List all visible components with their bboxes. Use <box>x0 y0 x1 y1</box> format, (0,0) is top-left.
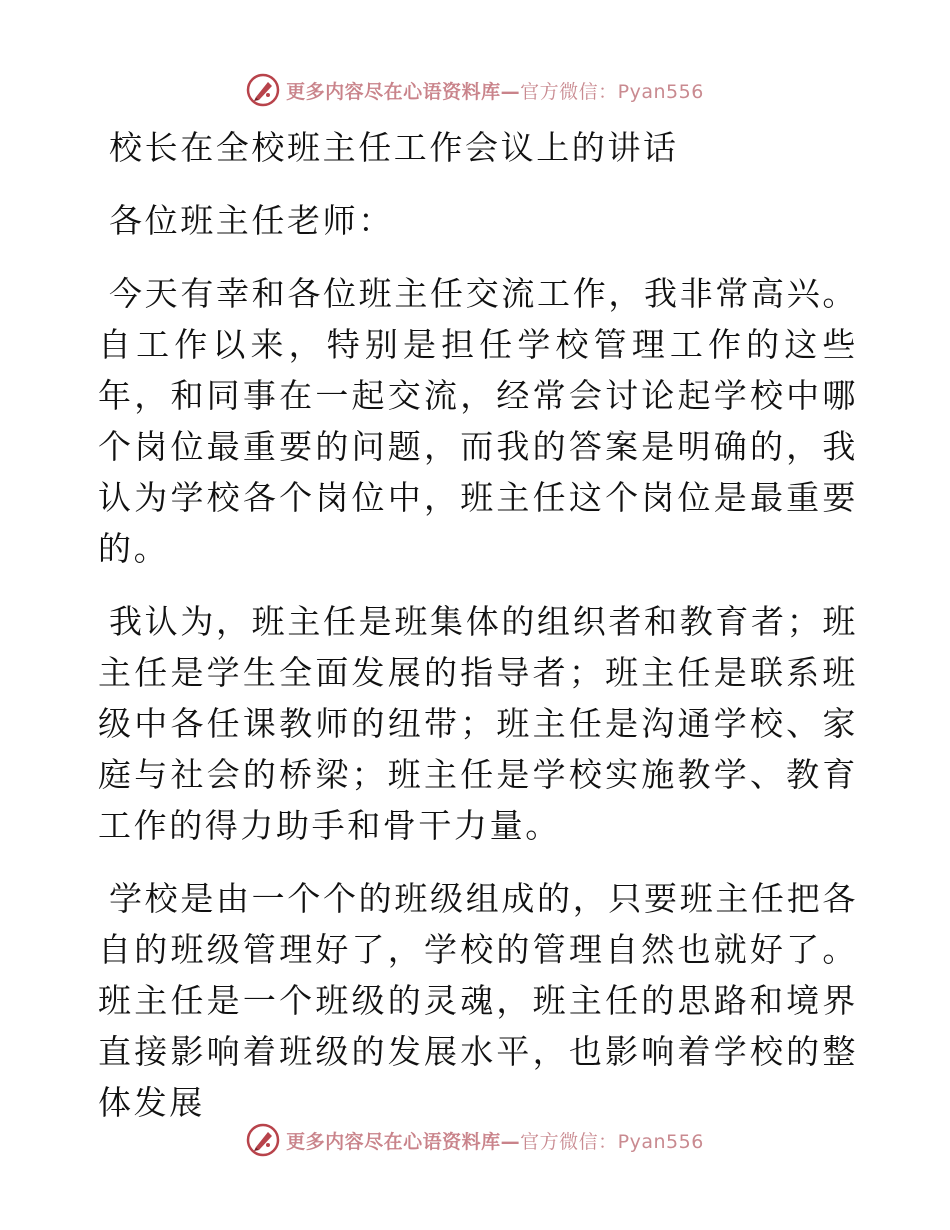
paragraph-3: 学校是由一个个的班级组成的，只要班主任把各自的班级管理好了，学校的管理自然也就好了。班主任是一个班级的灵魂，班主任的思路和境界直接影响着班级的发展水平，也影响着学校的整体发展 <box>98 879 858 1122</box>
watermark-wechat: 官方微信：Pyan556 <box>520 80 704 103</box>
pen-nib-logo-icon <box>246 1123 280 1157</box>
pen-nib-logo-icon <box>246 73 280 107</box>
document-body <box>98 122 858 1150</box>
footer-watermark-banner <box>0 1120 950 1160</box>
paragraph-2: 我认为，班主任是班集体的组织者和教育者；班主任是学生全面发展的指导者；班主任是联系班级中各任课教师的纽带；班主任是沟通学校、家庭与社会的桥梁；班主任是学校实施教学、教育工作的得力助手和骨干力量。 <box>98 602 858 845</box>
watermark-text <box>286 77 704 104</box>
watermark-text <box>286 1127 704 1154</box>
header-watermark-banner <box>0 70 950 110</box>
document-title: 校长在全校班主任工作会议上的讲话 <box>109 128 679 167</box>
watermark-main: 更多内容尽在心语资料库— <box>286 80 521 103</box>
salutation: 各位班主任老师： <box>109 201 394 240</box>
watermark-wechat: 官方微信：Pyan556 <box>520 1130 704 1153</box>
watermark-main: 更多内容尽在心语资料库— <box>286 1130 521 1153</box>
paragraph-1: 今天有幸和各位班主任交流工作，我非常高兴。自工作以来，特别是担任学校管理工作的这些年，和同事在一起交流，经常会讨论起学校中哪个岗位最重要的问题，而我的答案是明确的，我认为学校各个岗位中，班主任这个岗位是最重要的。 <box>98 274 858 568</box>
